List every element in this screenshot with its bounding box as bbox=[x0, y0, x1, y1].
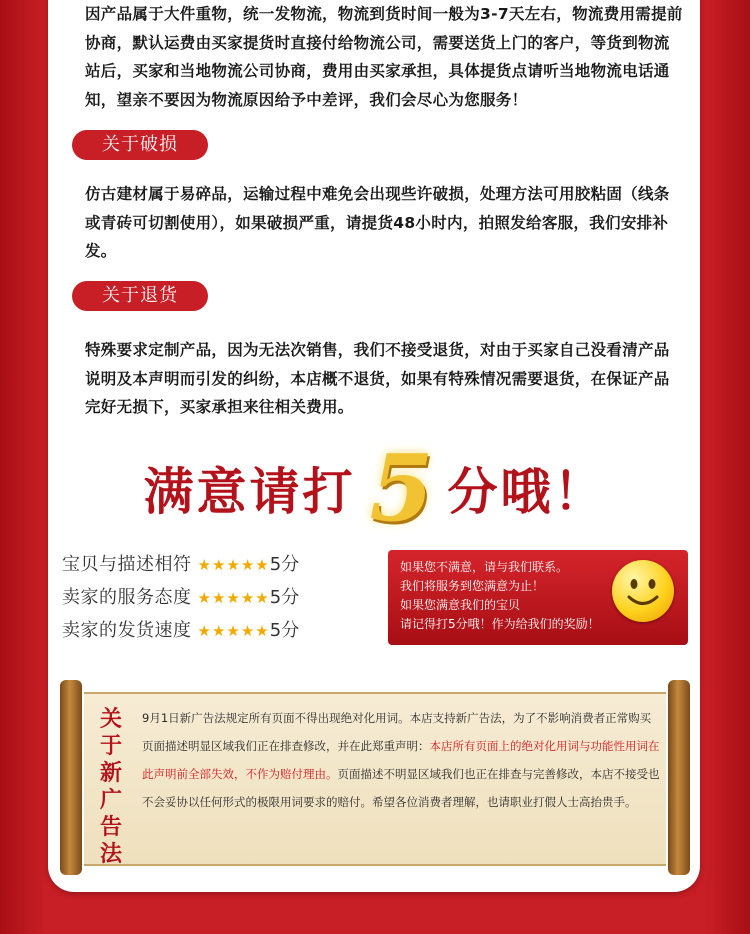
headline-after: 分哦！ bbox=[447, 463, 607, 521]
title-char: 广 bbox=[99, 787, 122, 813]
headline-before: 满意请打 bbox=[143, 463, 356, 521]
star-icons: ★★★★★ bbox=[197, 622, 270, 640]
scroll-rod-right bbox=[668, 680, 690, 875]
ad-law-text-part: 页面描述不明显区域我们也正在排查与完善修改，本店不接受也不会妥协以任何形式的极限用词要求的赔付。希望各位消费者理解，也请职业打假人士高抬贵手。 bbox=[142, 767, 660, 809]
returns-paragraph: 特殊要求定制产品，因为无法次销售，我们不接受退货，对由于买家自己没看清产品说明及本声明而引发的纠纷，本店概不退货，如果有特殊情况需要退货，在保证产品完好无损下，买家承担来往相关费用。 bbox=[85, 341, 670, 416]
shipping-paragraph: 因产品属于大件重物，统一发物流，物流到货时间一般为3-7天左右，物流费用需提前协商，默认运费由买家提货时直接付给物流公司，需要送货上门的客户，等货到物流站后，买家和当地物流公司协商，费用由买家承担，具体提货点请听当地物流电话通知，望亲不要因为物流原因给予中差评，我们会尽心为您服务！ bbox=[85, 5, 683, 109]
satisfaction-contact-box bbox=[388, 550, 688, 645]
scroll-rod-left bbox=[60, 680, 82, 875]
star-icons: ★★★★★ bbox=[197, 589, 270, 607]
contact-line: 如果您不满意，请与我们联系。 bbox=[400, 560, 569, 574]
rating-row bbox=[62, 614, 362, 647]
contact-message bbox=[400, 558, 600, 634]
rating-row bbox=[62, 581, 362, 614]
ad-law-title bbox=[94, 706, 128, 868]
title-char: 法 bbox=[99, 841, 122, 867]
title-char: 告 bbox=[99, 814, 122, 840]
contact-line: 如果您满意我们的宝贝 bbox=[400, 598, 521, 612]
returns-section-tag: 关于退货 bbox=[72, 281, 208, 311]
headline-number: 5 bbox=[369, 434, 434, 542]
star-icons: ★★★★★ bbox=[197, 556, 270, 574]
title-char: 新 bbox=[99, 760, 122, 786]
rating-score: 5分 bbox=[269, 620, 300, 641]
rating-list bbox=[62, 548, 362, 647]
rating-label: 卖家的发货速度 bbox=[62, 620, 192, 641]
title-char: 于 bbox=[99, 733, 122, 759]
ad-law-text-part: 9月1日新广告法规定所有页面不得出现绝对化用词。本店支持新广告法，为了不影响消费者正常购买页面描述明显区域我们正在排查修改，并在此郑重声明： bbox=[142, 711, 652, 753]
ad-law-scroll bbox=[60, 680, 690, 875]
rating-score: 5分 bbox=[269, 587, 300, 608]
rating-row bbox=[62, 548, 362, 581]
smiley-face-icon bbox=[612, 560, 674, 622]
rating-label: 宝贝与描述相符 bbox=[62, 554, 192, 575]
ad-law-text bbox=[142, 704, 662, 816]
ad-law-red-statement: 本店所有页面上的绝对化用词与功能性用词在此声明前全部失效，不作为赔付理由。 bbox=[142, 739, 660, 781]
contact-line: 我们将服务到您满意为止！ bbox=[400, 579, 545, 593]
title-char: 关 bbox=[99, 706, 122, 732]
rating-headline bbox=[0, 434, 750, 542]
damage-section-tag: 关于破损 bbox=[72, 130, 208, 160]
rating-label: 卖家的服务态度 bbox=[62, 587, 192, 608]
smiley-face-icon bbox=[612, 560, 674, 622]
contact-line: 请记得打5分哦！作为给我们的奖励！ bbox=[400, 617, 600, 631]
rating-score: 5分 bbox=[269, 554, 300, 575]
damage-paragraph: 仿古建材属于易碎品，运输过程中难免会出现些许破损，处理方法可用胶粘固（线条或青砖可切割使用），如果破损严重，请提货48小时内，拍照发给客服，我们安排补发。 bbox=[85, 185, 670, 260]
